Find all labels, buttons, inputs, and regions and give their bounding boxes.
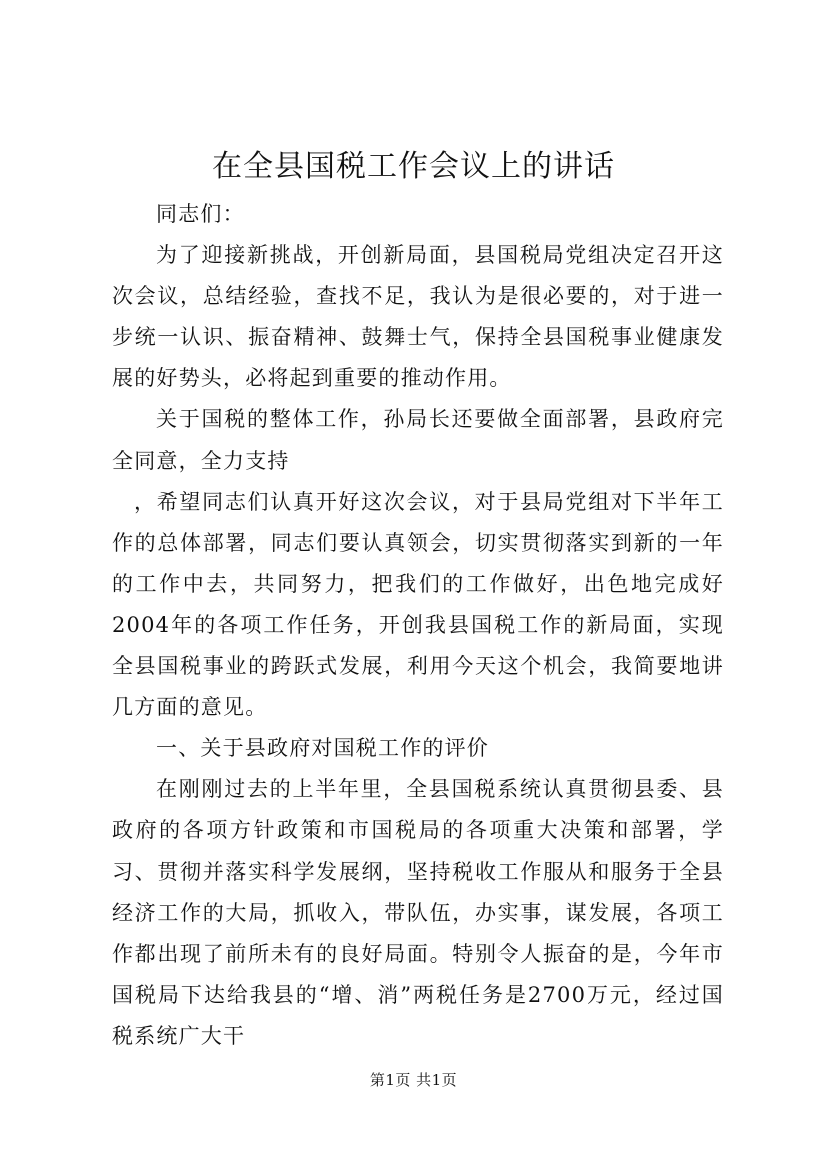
page-footer: 第1页 共1页	[369, 1071, 458, 1089]
document-title: 在全县国税工作会议上的讲话	[212, 149, 615, 184]
document-body	[112, 194, 724, 1057]
salutation: 同志们：	[156, 202, 245, 226]
paragraph-4: 在刚刚过去的上半年里，全县国税系统认真贯彻县委、县政府的各项方针政策和市国税局的各项重大决策和部署，学习、贯彻并落实科学发展纲，坚持税收工作服从和服务于全县经济工作的大局，抓收入，带队伍，办实事，谋发展，各项工作都出现了前所未有的良好局面。特别令人振奋的是，今年市国税局下达给我县的“增、消”两税任务是2700万元，经过国税系统广大干	[112, 777, 724, 1048]
paragraph-3: ，希望同志们认真开好这次会议，对于县局党组对下半年工作的总体部署，同志们要认真领会，切实贯彻落实到新的一年的工作中去，共同努力，把我们的工作做好，出色地完成好2004年的各项工作任务，开创我县国税工作的新局面，实现全县国税事业的跨跃式发展，利用今天这个机会，我简要地讲几方面的意见。	[112, 489, 724, 720]
paragraph-1: 为了迎接新挑战，开创新局面，县国税局党组决定召开这次会议，总结经验，查找不足，我认为是很必要的，对于进一步统一认识、振奋精神、鼓舞士气，保持全县国税事业健康发展的好势头，必将起到重要的推动作用。	[112, 243, 724, 391]
section-heading-1: 一、关于县政府对国税工作的评价	[156, 736, 489, 761]
paragraph-2: 关于国税的整体工作，孙局长还要做全面部署，县政府完全同意，全力支持	[112, 407, 724, 473]
